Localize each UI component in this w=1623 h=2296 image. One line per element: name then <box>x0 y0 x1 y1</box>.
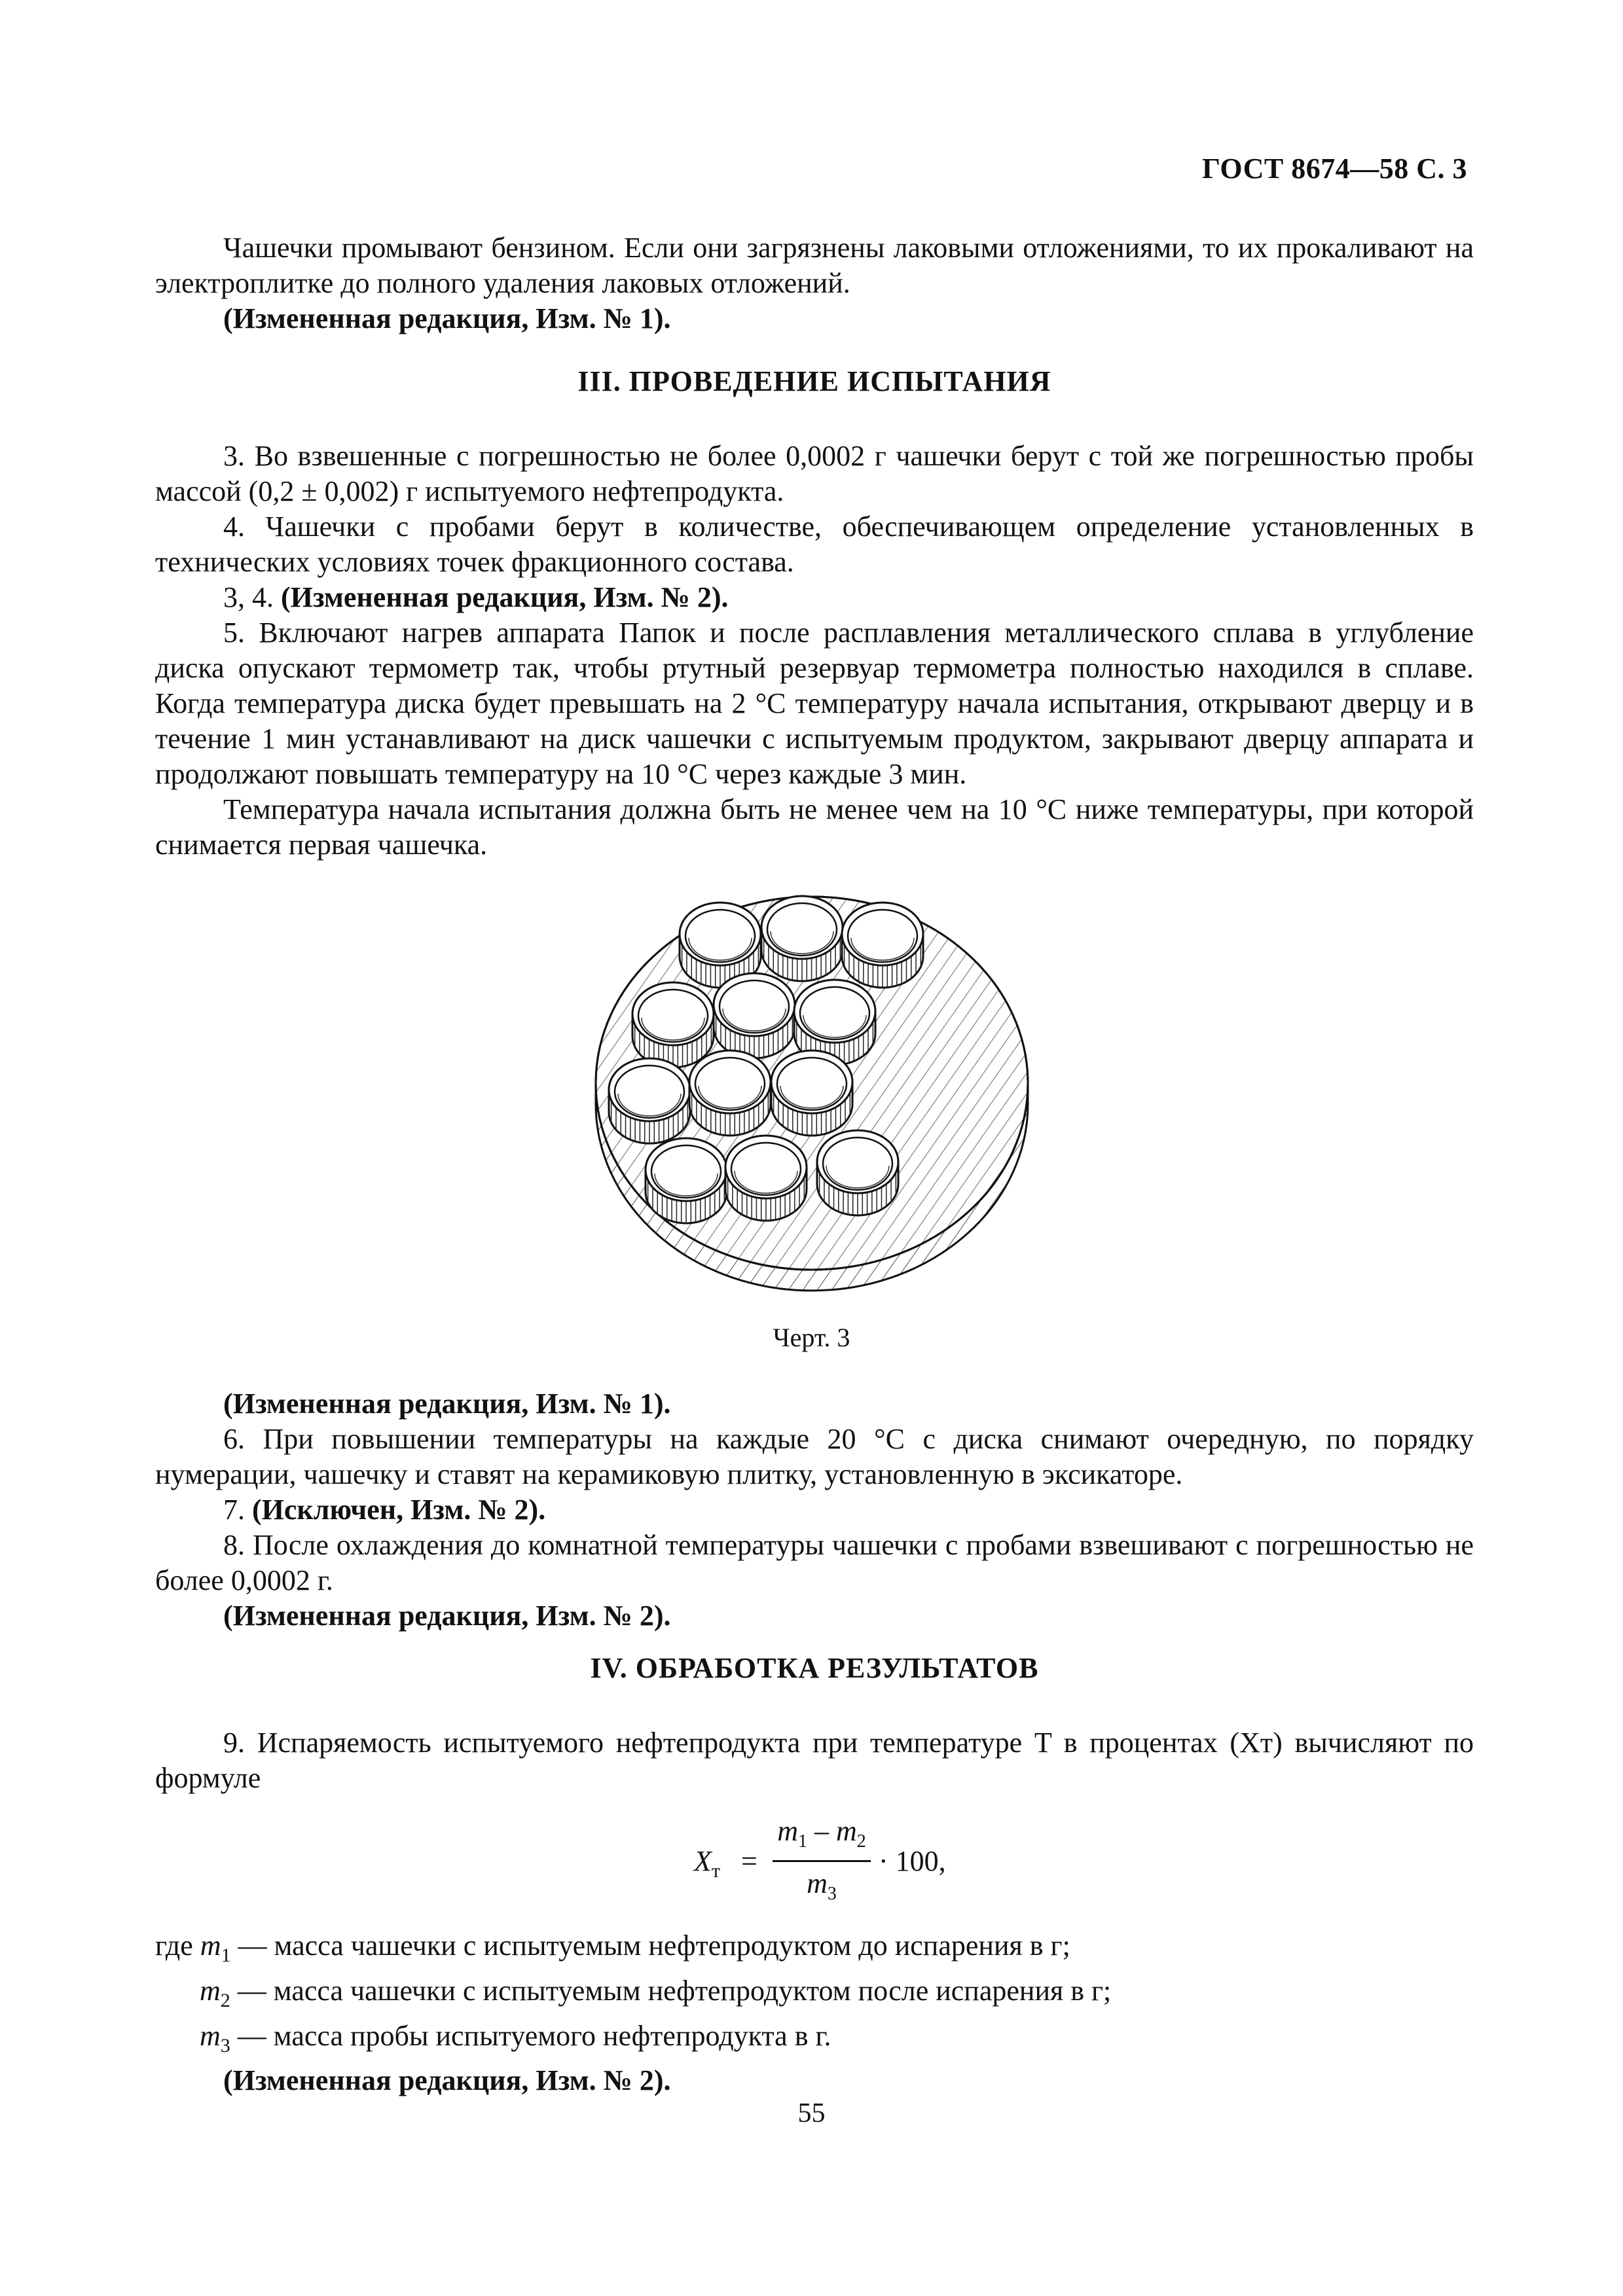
item-7 <box>155 1492 1474 1528</box>
formula-denominator <box>773 1867 871 1905</box>
definition-m2-symbol <box>200 1974 230 2011</box>
cup-10 <box>646 1138 727 1223</box>
formula-lhs-sub: т <box>711 1859 721 1882</box>
formula-minus: – <box>807 1815 836 1847</box>
cup-12 <box>817 1130 898 1215</box>
edit-note-3-4 <box>155 580 1474 615</box>
item-7-text: (Исключен, Изм. № 2). <box>252 1494 546 1526</box>
disc-with-cups-figure <box>576 874 1048 1293</box>
formula-numerator <box>773 1814 871 1852</box>
formula-lhs-symbol: X <box>694 1845 712 1877</box>
definition-m1-prefix: где <box>155 1929 200 1962</box>
item-4: 4. Чашечки с пробами берут в количестве, обеспечивающем определение установленных в технических условиях точек фракционного состава. <box>155 511 1474 578</box>
formula-definitions <box>155 1928 1474 2098</box>
cup-2 <box>761 896 843 981</box>
formula-m3-sub: 3 <box>827 1883 837 1904</box>
cup-8 <box>689 1050 771 1136</box>
item-7-prefix: 7. <box>223 1494 252 1526</box>
section-3-heading-wrap <box>155 364 1474 399</box>
intro-block <box>155 230 1474 336</box>
item-3: 3. Во взвешенные с погрешностью не более 0,0002 г чашечки берут с той же погрешностью пробы массой (0,2 ± 0,002) г испытуемого нефтепродукта. <box>155 440 1474 507</box>
section-4-heading: IV. ОБРАБОТКА РЕЗУЛЬТАТОВ <box>590 1652 1039 1684</box>
definition-m3 <box>155 2018 1474 2064</box>
item-5: 5. Включают нагрев аппарата Папок и после расплавления металлического сплава в углубление диска опускают термометр так, чтобы ртутный резервуар термометра полностью находился в сплаве. Когда температура диска будет превышать на 2 °С температуру начала испытания, открывают дверцу и в течение 1 мин устанавливают на диск чашечки с испытуемым продуктом, закрывают дверцу аппарата и продолжают повышать температуру на 10 °С через каждые 3 мин. <box>155 617 1474 790</box>
definition-m1-sym: m <box>200 1929 221 1962</box>
item-5b: Температура начала испытания должна быть не менее чем на 10 °С ниже температуры, при которой снимается первая чашечка. <box>155 793 1474 861</box>
definition-m2 <box>155 1973 1474 2018</box>
definition-m3-sym: m <box>200 2019 221 2052</box>
cup-5 <box>714 973 795 1058</box>
edit-note-1: (Измененная редакция, Изм. № 1). <box>223 302 671 334</box>
cup-11 <box>725 1136 807 1221</box>
definition-m2-text: — масса чашечки с испытуемым нефтепродуктом после испарения в г; <box>230 1974 1112 2007</box>
edit-note-3-4-prefix: 3, 4. <box>223 581 281 613</box>
formula-m3: m <box>807 1867 828 1899</box>
cup-4 <box>632 982 714 1067</box>
item-9: 9. Испаряемость испытуемого нефтепродукта при температуре T в процентах (Xт) вычисляют по формуле <box>155 1727 1474 1794</box>
definition-m1-text: — масса чашечки с испытуемым нефтепродуктом до испарения в г; <box>230 1929 1070 1962</box>
section-4-heading-wrap <box>155 1651 1474 1686</box>
definition-m1 <box>155 1928 1474 1973</box>
formula-m1: m <box>777 1815 798 1847</box>
cup-9 <box>771 1050 852 1136</box>
page-header: ГОСТ 8674—58 С. 3 <box>1201 152 1467 185</box>
edit-note-9: (Измененная редакция, Изм. № 2). <box>223 2064 671 2097</box>
page-number: 55 <box>797 2098 826 2128</box>
edit-note-figure: (Измененная редакция, Изм. № 1). <box>223 1388 671 1420</box>
definition-m1-sub: 1 <box>221 1944 231 1966</box>
figure-caption: Черт. 3 <box>773 1323 850 1352</box>
definition-m2-sym: m <box>200 1974 221 2007</box>
definition-m3-sub: 3 <box>220 2034 230 2056</box>
section-3-body <box>155 439 1474 863</box>
definition-m1-symbol <box>200 1929 231 1966</box>
definition-m3-text: — масса пробы испытуемого нефтепродукта в г. <box>230 2019 831 2052</box>
formula-m2: m <box>836 1815 857 1847</box>
edit-note-3-4-text: (Измененная редакция, Изм. № 2). <box>281 581 729 613</box>
edit-note-8: (Измененная редакция, Изм. № 2). <box>223 1600 671 1632</box>
cup-7 <box>609 1058 690 1143</box>
evaporation-formula <box>694 1814 969 1906</box>
formula-fraction-bar <box>773 1860 871 1862</box>
formula-tail: · 100, <box>879 1845 946 1877</box>
formula-m1-sub: 1 <box>798 1831 807 1852</box>
formula-equals: = <box>741 1845 757 1877</box>
formula-lhs <box>694 1844 720 1882</box>
item-8: 8. После охлаждения до комнатной температуры чашечки с пробами взвешивают с погрешностью не более 0,0002 г. <box>155 1529 1474 1596</box>
definition-m2-sub: 2 <box>220 1989 230 2011</box>
definition-m3-symbol <box>200 2019 230 2056</box>
section-3-after-figure <box>155 1386 1474 1634</box>
section-3-heading: III. ПРОВЕДЕНИЕ ИСПЫТАНИЯ <box>577 365 1051 397</box>
intro-paragraph: Чашечки промывают бензином. Если они загрязнены лаковыми отложениями, то их прокаливают на электроплитке до полного удаления лаковых отложений. <box>155 232 1474 299</box>
formula-m2-sub: 2 <box>856 1831 866 1852</box>
cup-3 <box>842 903 923 988</box>
section-4-body <box>155 1725 1474 1796</box>
item-6: 6. При повышении температуры на каждые 20 °С с диска снимают очередную, по порядку нумерации, чашечку и ставят на керамиковую плитку, установленную в эксикаторе. <box>155 1423 1474 1490</box>
